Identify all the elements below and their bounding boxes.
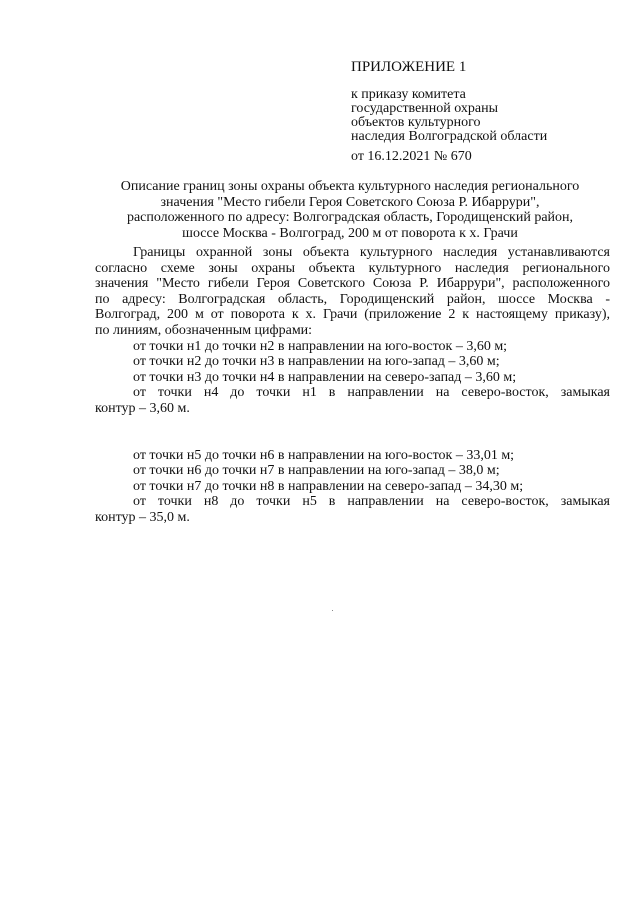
appendix-date: от 16.12.2021 № 670 bbox=[351, 149, 472, 164]
heading-line: расположенного по адресу: Волгоградская область, Городищенский район, bbox=[126, 210, 574, 225]
contour-line: от точки н8 до точки н5 в направлении на северо-восток, замыкая bbox=[133, 494, 610, 510]
appendix-title: ПРИЛОЖЕНИЕ 1 bbox=[351, 59, 467, 75]
spacer bbox=[95, 417, 610, 448]
heading-line: значения "Место гибели Героя Советского Союза Р. Ибаррури", bbox=[160, 194, 540, 210]
appendix-line: государственной охраны bbox=[351, 101, 499, 116]
paragraph-line: Волгоград, 200 м от поворота к х. Грачи (приложение 2 к настоящему приказу), bbox=[95, 307, 610, 323]
contour-line: от точки н6 до точки н7 в направлении на юго-запад – 38,0 м; bbox=[133, 463, 500, 479]
contour-line: от точки н1 до точки н2 в направлении на юго-восток – 3,60 м; bbox=[133, 338, 508, 354]
paragraph-line: Границы охранной зоны объекта культурного наследия устанавливаются bbox=[133, 245, 610, 260]
heading-line: Описание границ зоны охраны объекта культурного наследия регионального bbox=[120, 179, 580, 194]
contour-line: от точки н3 до точки н4 в направлении на северо-запад – 3,60 м; bbox=[133, 369, 517, 385]
appendix-line: к приказу комитета bbox=[351, 87, 466, 102]
paragraph-line: значения "Место гибели Героя Советского Союза Р. Ибаррури", расположенного bbox=[95, 276, 610, 292]
document-heading bbox=[90, 179, 610, 241]
scan-speck bbox=[332, 610, 333, 611]
document-body bbox=[95, 245, 610, 526]
paragraph-line: по линиям, обозначенным цифрами: bbox=[95, 322, 313, 338]
contour-line: от точки н4 до точки н1 в направлении на северо-восток, замыкая bbox=[133, 385, 610, 401]
contour-line: контур – 3,60 м. bbox=[95, 400, 190, 416]
paragraph-line: по адресу: Волгоградская область, Городищенский район, шоссе Москва - bbox=[95, 291, 610, 307]
contour-line: от точки н7 до точки н8 в направлении на северо-запад – 34,30 м; bbox=[133, 478, 524, 494]
appendix-line: объектов культурного bbox=[351, 115, 481, 130]
heading-line: шоссе Москва - Волгоград, 200 м от поворота к х. Грачи bbox=[182, 225, 518, 241]
contour-line: от точки н5 до точки н6 в направлении на юго-восток – 33,01 м; bbox=[133, 447, 515, 463]
appendix-line: наследия Волгоградской области bbox=[351, 129, 548, 144]
paragraph-line: согласно схеме зоны охраны объекта культурного наследия регионального bbox=[95, 260, 610, 276]
contour-line: от точки н2 до точки н3 в направлении на юго-запад – 3,60 м; bbox=[133, 354, 500, 370]
contour-line: контур – 35,0 м. bbox=[95, 509, 190, 525]
